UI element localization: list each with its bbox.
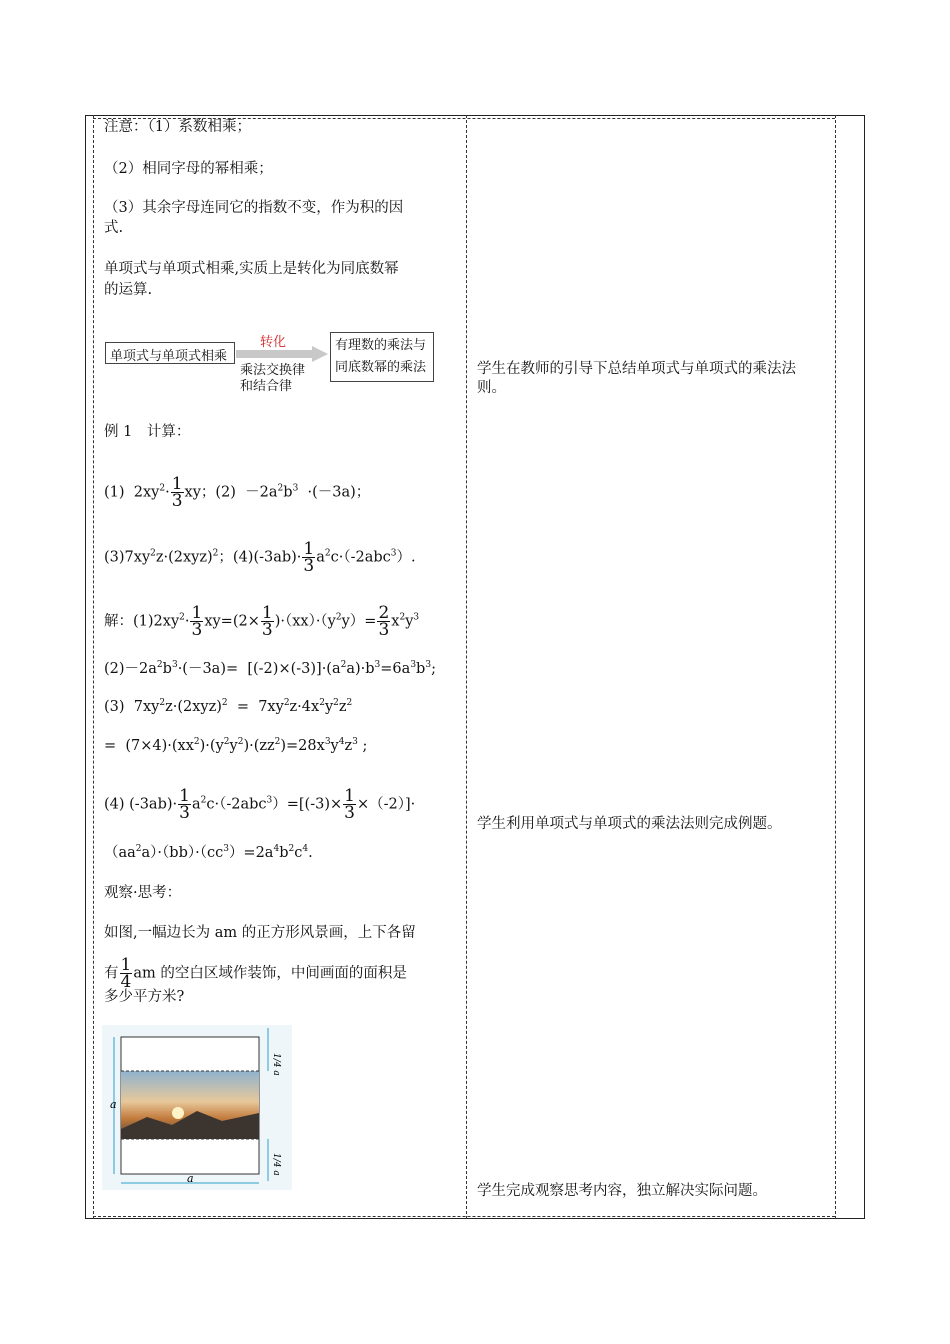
diagram-arrow-label: 转化 [260,335,287,350]
solution-3a: (3) $7xy^2z\cdot(2xyz)^2 = 7xy^2z\cdot 4x^2y^2z^2$ [104,698,353,715]
problem-line-c: 多少平方米? [104,989,185,1005]
diagram-arrow-icon [236,346,328,362]
solution-2: $(2)-2a^2b^3\cdot(-3a)= [(-2)\times(-3)]\cdot(a^2a)\cdot b^3=6a^3b^3$; [104,660,436,677]
essence-a: 单项式与单项式相乘,实质上是转化为同底数幂 [104,261,399,277]
solution-3b: = $(7\times 4)\cdot(xx^2)\cdot(y^2y^2)\cdot(zz^2)=28x^3y^4z^3$ ; [104,737,368,754]
observe-title: 观察·思考： [104,885,182,901]
note-1: 注意：（1）系数相乘； [104,119,251,135]
problem-line-a: 如图,一幅边长为 am 的正方形风景画，上下各留 [104,925,416,941]
diagram-left-box: 单项式与单项式相乘 [105,342,235,364]
problem-line-b: 有 $\frac{1}{4}$ am 的空白区域作装饰，中间画面的面积是 [104,955,407,992]
solution-4a: (4) (-3ab)· $\frac{1}{3}$ $a^2c\cdot(-2abc^3)=[(-3)\times$ $\frac{1}{3}$ ×（-2）]· [104,786,416,823]
problem-line-b-post: am 的空白区域作装饰，中间画面的面积是 [133,965,407,982]
right-note-2: 学生利用单项式与单项式的乘法法则完成例题。 [477,816,782,832]
diagram-right-box [330,332,434,382]
diagram-right-line-1: 有理数的乘法与 [335,338,427,353]
solution-4b: $(aa^2a)\cdot(bb)\cdot(cc^3)=2a^4b^2c^4$. [104,844,313,861]
inner-border-right [835,115,836,1219]
essence-b: 的运算. [104,282,153,298]
example-title: 例 1 计算： [104,424,191,440]
example-line-1: (1) $2xy^2\cdot$ $\frac{1}{3}$ xy；$(2) -2a^2b^3 \cdot(-3a)$； [104,474,371,511]
figure-bottom-label: a [187,1172,194,1185]
column-divider [466,115,467,1219]
note-3a: （3）其余字母连同它的指数不变，作为积的因 [104,200,404,216]
note-3b: 式. [104,220,124,236]
note-2: （2）相同字母的幂相乘； [104,161,273,177]
bottom-dash [93,1216,835,1217]
diagram-right-line-2: 同底数幂的乘法 [335,360,427,375]
inner-border-left [93,115,94,1219]
figure-bottom-margin-label: 1/4 a [271,1153,281,1176]
right-note-1: 学生在教师的引导下总结单项式与单项式的乘法法则。 [477,361,796,396]
example-line-2: $(3)7xy^2z\cdot(2xyz)^2$；(4)(-3ab)· $\frac{1}{3}$ $a^2c\cdot(-2abc^3)$. [104,539,416,576]
solution-1: 解：$(1)2xy^2\cdot$ $\frac{1}{3}$ xy=(2× $\frac{1}{3}$ )$\cdot(xx)\cdot(y^2y)=$ $\frac{2}{3}$ $x^2y^3$ [104,603,420,640]
figure-top-margin-label: 1/4 a [271,1053,281,1076]
problem-line-b-pre: 有 [104,965,119,982]
right-note-3: 学生完成观察思考内容，独立解决实际问题。 [477,1183,767,1199]
diagram-laws-2: 和结合律 [240,379,293,394]
figure-side-label: a [110,1098,117,1111]
painting-figure [102,1025,292,1190]
diagram-laws-1: 乘法交换律 [240,363,306,378]
